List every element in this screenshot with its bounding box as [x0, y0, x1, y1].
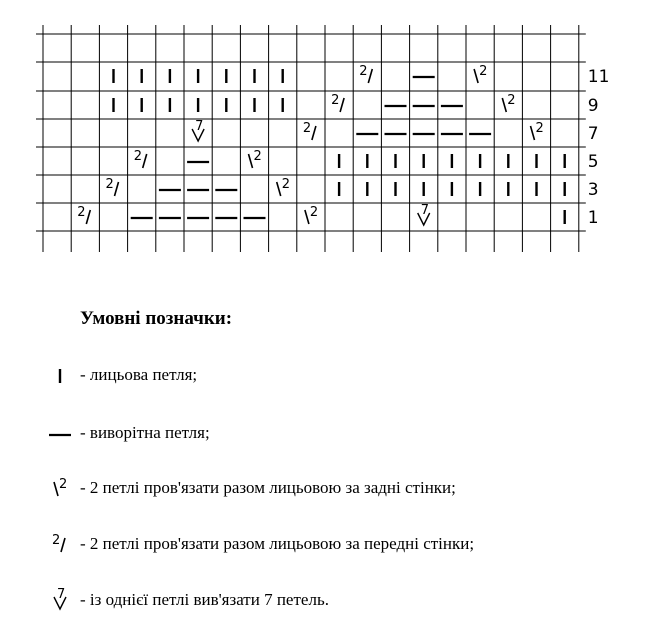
stitch-k2l: [474, 64, 487, 83]
svg-text:2: 2: [535, 121, 544, 136]
stitch-k2l: [277, 177, 290, 196]
stitch-k2r: [303, 121, 316, 140]
knit-stitch-icon: [40, 362, 80, 388]
svg-text:2: 2: [77, 205, 86, 220]
chart-grid: [0, 0, 670, 270]
svg-text:2: 2: [52, 533, 61, 548]
svg-text:2: 2: [302, 121, 312, 136]
stitch-m7: [418, 203, 430, 225]
svg-text:2: 2: [309, 205, 319, 220]
svg-text:7: 7: [57, 587, 66, 602]
row-number: 7: [587, 124, 599, 144]
legend-text: - 2 петлі пров'язати разом лицьовою за задні стінки;: [80, 478, 456, 497]
stitch-k2l: [502, 93, 515, 112]
svg-text:2: 2: [59, 477, 68, 492]
svg-text:2: 2: [253, 149, 262, 164]
svg-text:2: 2: [331, 93, 340, 108]
make-seven-icon: [40, 587, 80, 613]
k2tog-back-loops-icon: [40, 475, 80, 501]
svg-text:7: 7: [195, 119, 204, 134]
legend-text: - виворітна петля;: [80, 423, 210, 442]
svg-text:2: 2: [281, 177, 290, 192]
stitch-k2r: [331, 93, 344, 112]
legend-title: Умовні позначки:: [80, 308, 233, 329]
stitch-k2l: [305, 205, 318, 224]
legend-item: [40, 362, 197, 388]
row-number: 3: [587, 180, 599, 200]
k2tog-front-loops-icon: [40, 531, 80, 557]
legend-item: [40, 420, 210, 446]
knitting-chart: [0, 0, 670, 270]
svg-text:2: 2: [105, 177, 114, 192]
legend-text: - 2 петлі пров'язати разом лицьовою за передні стінки;: [80, 534, 475, 553]
legend-item: [40, 531, 474, 557]
legend-item: [40, 587, 329, 613]
row-number: 5: [587, 152, 599, 172]
stitch-k2r: [77, 205, 90, 224]
row-number: 9: [587, 96, 599, 116]
legend: [0, 270, 670, 640]
svg-text:2: 2: [479, 64, 488, 79]
svg-text:2: 2: [507, 93, 516, 108]
legend-text: - лицьова петля;: [80, 365, 198, 384]
svg-text:2: 2: [133, 149, 142, 164]
stitch-m7: [192, 119, 204, 141]
legend-item: [40, 475, 456, 501]
stitch-k2l: [249, 149, 262, 168]
svg-text:2: 2: [359, 64, 368, 79]
stitch-k2r: [106, 177, 119, 196]
stitch-k2r: [359, 64, 372, 83]
stitch-k2r: [134, 149, 147, 168]
purl-stitch-icon: [40, 420, 80, 446]
svg-text:7: 7: [420, 203, 429, 218]
stitch-k2l: [531, 121, 544, 140]
legend-text: - із однієї петлі вив'язати 7 петель.: [80, 590, 329, 609]
row-number: 11: [587, 67, 610, 87]
row-number: 1: [587, 208, 599, 228]
